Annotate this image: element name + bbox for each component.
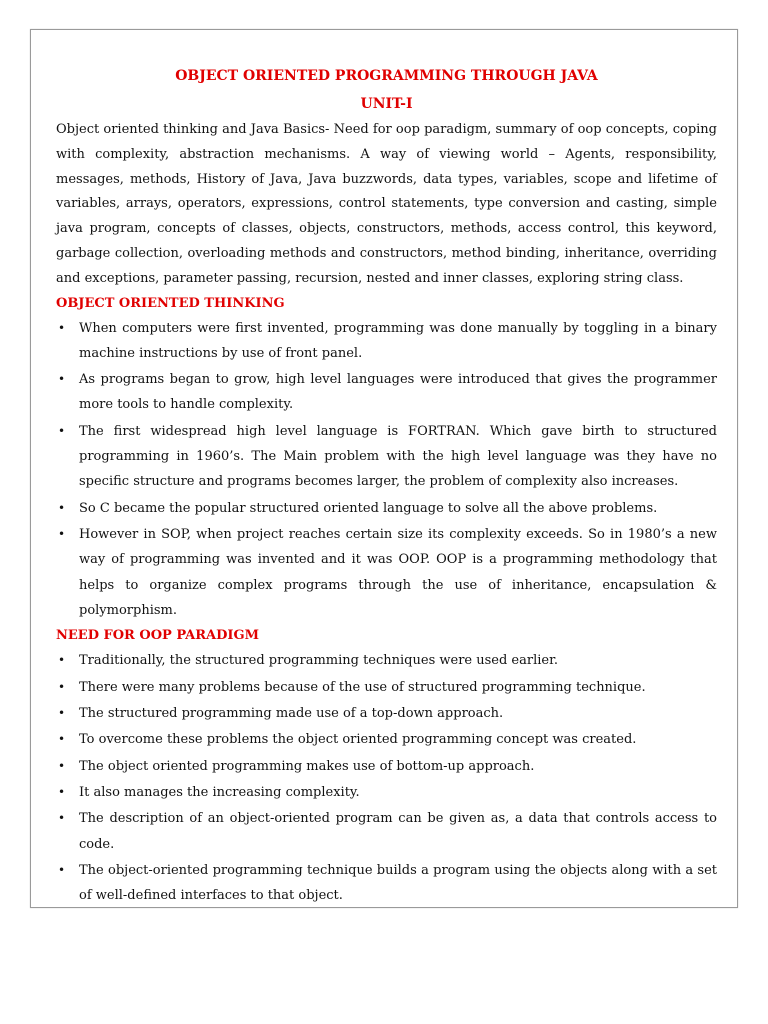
section-heading-oo-thinking: OBJECT ORIENTED THINKING (56, 295, 285, 311)
list-item (56, 648, 717, 673)
bullet-icon: • (58, 732, 66, 747)
list-item-text: To overcome these problems the object oriented programming concept was created. (79, 732, 637, 748)
list-item (56, 701, 717, 726)
bullet-icon: • (58, 705, 66, 720)
list-item-text: There were many problems because of the use of structured programming technique. (79, 679, 646, 695)
unit-heading: UNIT-I (360, 96, 413, 112)
list-item-text: So C became the popular structured oriented language to solve all the above problems. (79, 500, 658, 516)
list-item-text: However in SOP, when project reaches certain size its complexity exceeds. So in 1980’s a new way of programming was invented and it was OOP. OOP is a programming methodology that helps to organize complex programs through the use of inheritance, encapsulation & polymorphism. (79, 526, 717, 618)
list-item (56, 858, 717, 909)
list-item (56, 727, 717, 752)
list-item (56, 675, 717, 700)
intro-paragraph: Object oriented thinking and Java Basics- Need for oop paradigm, summary of oop concepts, coping with complexity, abstraction mechanisms. A way of viewing world – Agents, responsibility, messages, methods, History of Java, Java buzzwords, data types, variables, scope and lifetime of variables, arrays, operators, expressions, control statements, type conversion and casting, simple java program, concepts of classes, objects, constructors, methods, access control, this keyword, garbage collection, overloading methods and constructors, method binding, inheritance, overriding and exceptions, parameter passing, recursion, nested and inner classes, exploring string class. (56, 122, 717, 286)
list-item (56, 806, 717, 857)
document-content (56, 60, 717, 910)
list-item-text: The object-oriented programming technique builds a program using the objects along with a set of well-defined interfaces to that object. (79, 863, 717, 904)
bullet-icon: • (58, 320, 66, 335)
bullet-list-oo-thinking (56, 316, 717, 624)
bullet-icon: • (58, 500, 66, 515)
bullet-icon: • (58, 372, 66, 387)
list-item (56, 754, 717, 779)
list-item (56, 780, 717, 805)
list-item-text: It also manages the increasing complexity. (79, 785, 360, 801)
bullet-icon: • (58, 811, 66, 826)
list-item (56, 316, 717, 367)
bullet-icon: • (58, 653, 66, 668)
list-item-text: The object oriented programming makes use of bottom-up approach. (79, 758, 535, 774)
list-item (56, 419, 717, 495)
list-item-text: The first widespread high level language is FORTRAN. Which gave birth to structured programming in 1960’s. The Main problem with the high level language was they have no specific structure and programs becomes larger, the problem of complexity also increases. (79, 423, 717, 490)
list-item-text: The description of an object-oriented program can be given as, a data that controls access to code. (79, 811, 717, 852)
bullet-icon: • (58, 423, 66, 438)
list-item (56, 367, 717, 418)
list-item (56, 496, 717, 521)
document-title: OBJECT ORIENTED PROGRAMMING THROUGH JAVA (175, 68, 598, 84)
bullet-icon: • (58, 863, 66, 878)
bullet-icon: • (58, 526, 66, 541)
bullet-icon: • (58, 785, 66, 800)
bullet-icon: • (58, 679, 66, 694)
list-item (56, 522, 717, 623)
bullet-list-need-for-oop (56, 648, 717, 909)
list-item-text: When computers were first invented, programming was done manually by toggling in a binary machine instructions by use of front panel. (79, 320, 717, 361)
list-item-text: The structured programming made use of a top-down approach. (79, 705, 504, 721)
list-item-text: As programs began to grow, high level languages were introduced that gives the programmer more tools to handle complexity. (79, 372, 717, 413)
section-heading-need-for-oop: NEED FOR OOP PARADIGM (56, 628, 259, 644)
bullet-icon: • (58, 758, 66, 773)
list-item-text: Traditionally, the structured programming techniques were used earlier. (79, 653, 559, 669)
